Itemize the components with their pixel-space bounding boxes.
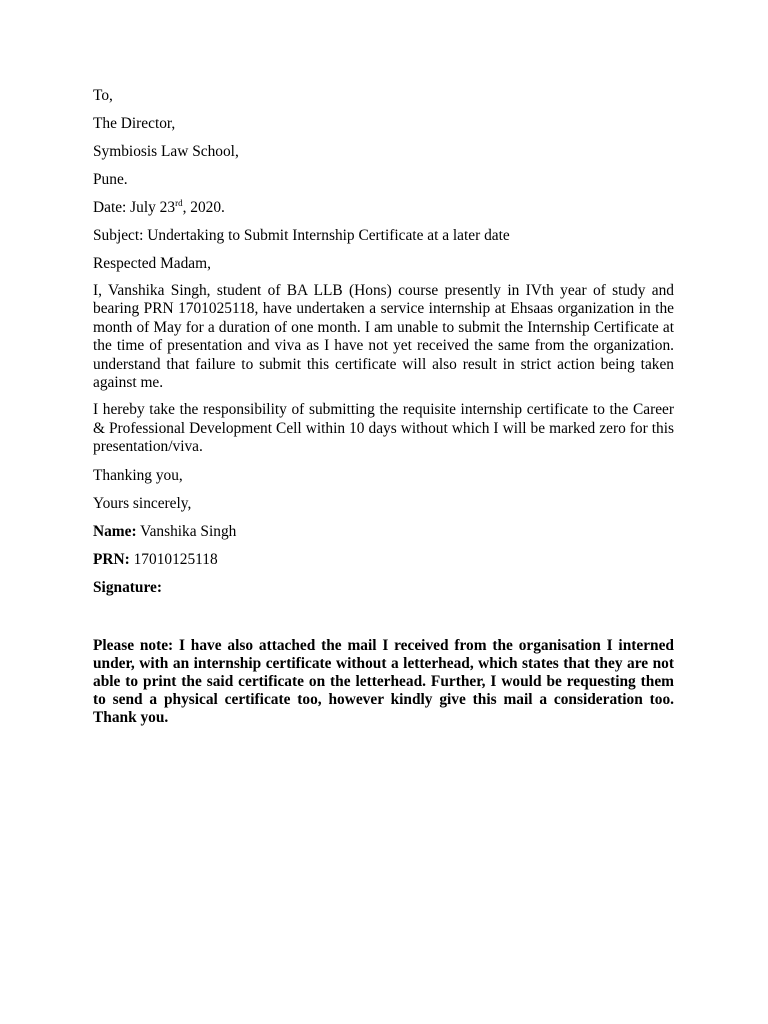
name-label: Name: bbox=[93, 522, 137, 540]
recipient-title: The Director, bbox=[93, 115, 176, 132]
prn-label: PRN: bbox=[93, 550, 130, 568]
letter-greeting: Respected Madam, bbox=[93, 255, 211, 272]
letter-date bbox=[93, 198, 674, 217]
recipient-org: Symbiosis Law School, bbox=[93, 143, 239, 160]
salutation-to: To, bbox=[93, 87, 113, 104]
date-ordinal: rd bbox=[175, 198, 183, 208]
prn-value: 17010125118 bbox=[129, 550, 218, 568]
thanking-line: Thanking you, bbox=[93, 466, 183, 484]
letter-subject: Subject: Undertaking to Submit Internship Certificate at a later date bbox=[93, 227, 510, 244]
signature-space bbox=[93, 606, 674, 637]
closing-line: Yours sincerely, bbox=[93, 494, 192, 512]
prn-line bbox=[93, 550, 674, 569]
body-paragraph-1: I, Vanshika Singh, student of BA LLB (Hons) course presently in IVth year of study and bearing PRN 1701025118, have undertaken a service internship at Ehsaas organization in the month of May for a duration of one month. I am unable to submit the Internship Certificate at the time of presentation and viva as I have not yet received the same from the organization. understand that failure to submit this certificate will also result in strict action being taken against me. bbox=[93, 282, 674, 392]
please-note: Please note: I have also attached the mail I received from the organisation I interned under, with an internship certificate without a letterhead, which states that they are not able to print the said certificate on the letterhead. Further, I would be requesting them to send a physical certificate too, however kindly give this mail a consideration too. Thank you. bbox=[93, 636, 674, 727]
signature-line bbox=[93, 578, 674, 597]
recipient-city: Pune. bbox=[93, 171, 128, 188]
date-suffix: , 2020. bbox=[182, 199, 225, 216]
body-paragraph-2: I hereby take the responsibility of submitting the requisite internship certificate to the Career & Professional Development Cell within 10 days without which I will be marked zero for this presentation/viva. bbox=[93, 401, 674, 456]
date-prefix: Date: July 23 bbox=[93, 199, 176, 216]
signature-label: Signature: bbox=[93, 578, 162, 596]
name-value: Vanshika Singh bbox=[136, 522, 237, 540]
name-line bbox=[93, 522, 674, 541]
letter-page bbox=[93, 86, 674, 728]
